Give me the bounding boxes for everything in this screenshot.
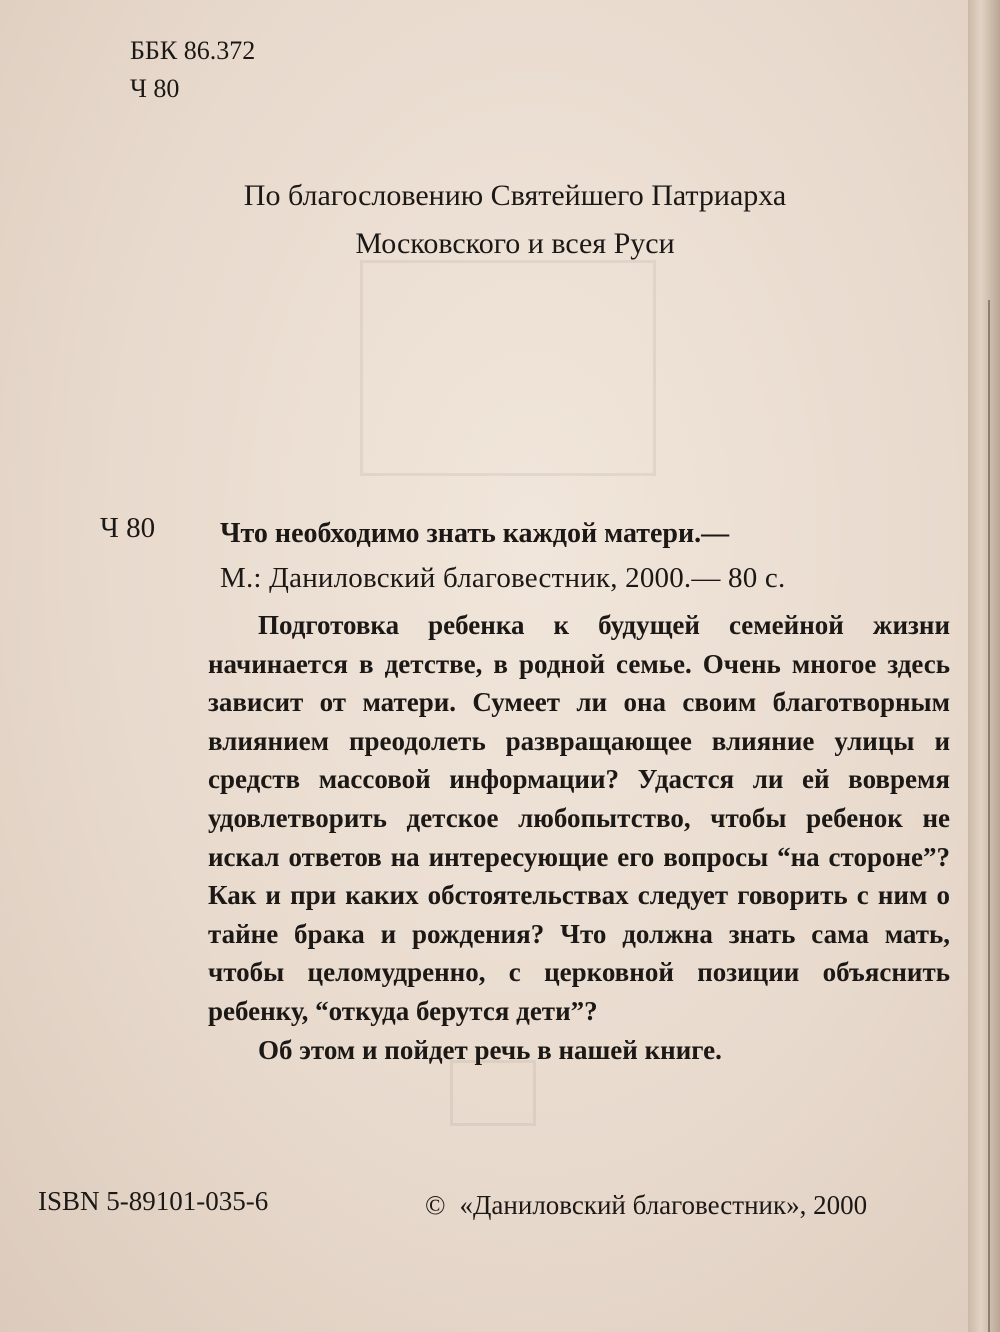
author-mark: Ч 80 (130, 74, 180, 103)
page-edge (968, 0, 1000, 1332)
annotation-paragraph-1: Подготовка ребенка к будущей семейной жизни начинается в детстве, в родной семье. Очень многое здесь зависит от матери. Сумеет ли она своим благотворным влиянием преодолеть развращающее влияние улицы и средств массовой информации? Удастся ли ей вовремя удовлетворить детское любопытство, чтобы ребенок не искал ответов на интересующие его вопросы “на стороне”? Как и при каких обстоятельствах следует говорить с ним о тайне брака и рождения? Что должна знать сама мать, чтобы целомудренно, с церковной позиции объяснить ребенку, “откуда берутся дети”? (208, 610, 950, 1026)
bbk-block (130, 32, 255, 108)
blessing-line-2: Московского и всея Руси (355, 227, 675, 260)
show-through-emblem (450, 1060, 536, 1126)
copyright (425, 1190, 867, 1221)
bbk-index: ББК 86.372 (130, 36, 256, 65)
show-through-frame (360, 260, 656, 476)
blessing-block (120, 172, 910, 268)
isbn: ISBN 5-89101-035-6 (38, 1186, 269, 1216)
copyright-symbol: © (425, 1190, 446, 1220)
publication-info: М.: Даниловский благовестник, 2000.— 80 с. (220, 562, 786, 594)
copyright-text: «Даниловский благовестник», 2000 (459, 1190, 868, 1220)
blessing-line-1: По благословению Святейшего Патриарха (243, 179, 787, 212)
annotation (208, 606, 950, 1069)
annotation-paragraph-2: Об этом и пойдет речь в нашей книге. (258, 1034, 722, 1065)
book-title: Что необходимо знать каждой матери.— (220, 518, 730, 549)
catalog-code: Ч 80 (100, 512, 156, 544)
page-edge-line (988, 300, 990, 1332)
